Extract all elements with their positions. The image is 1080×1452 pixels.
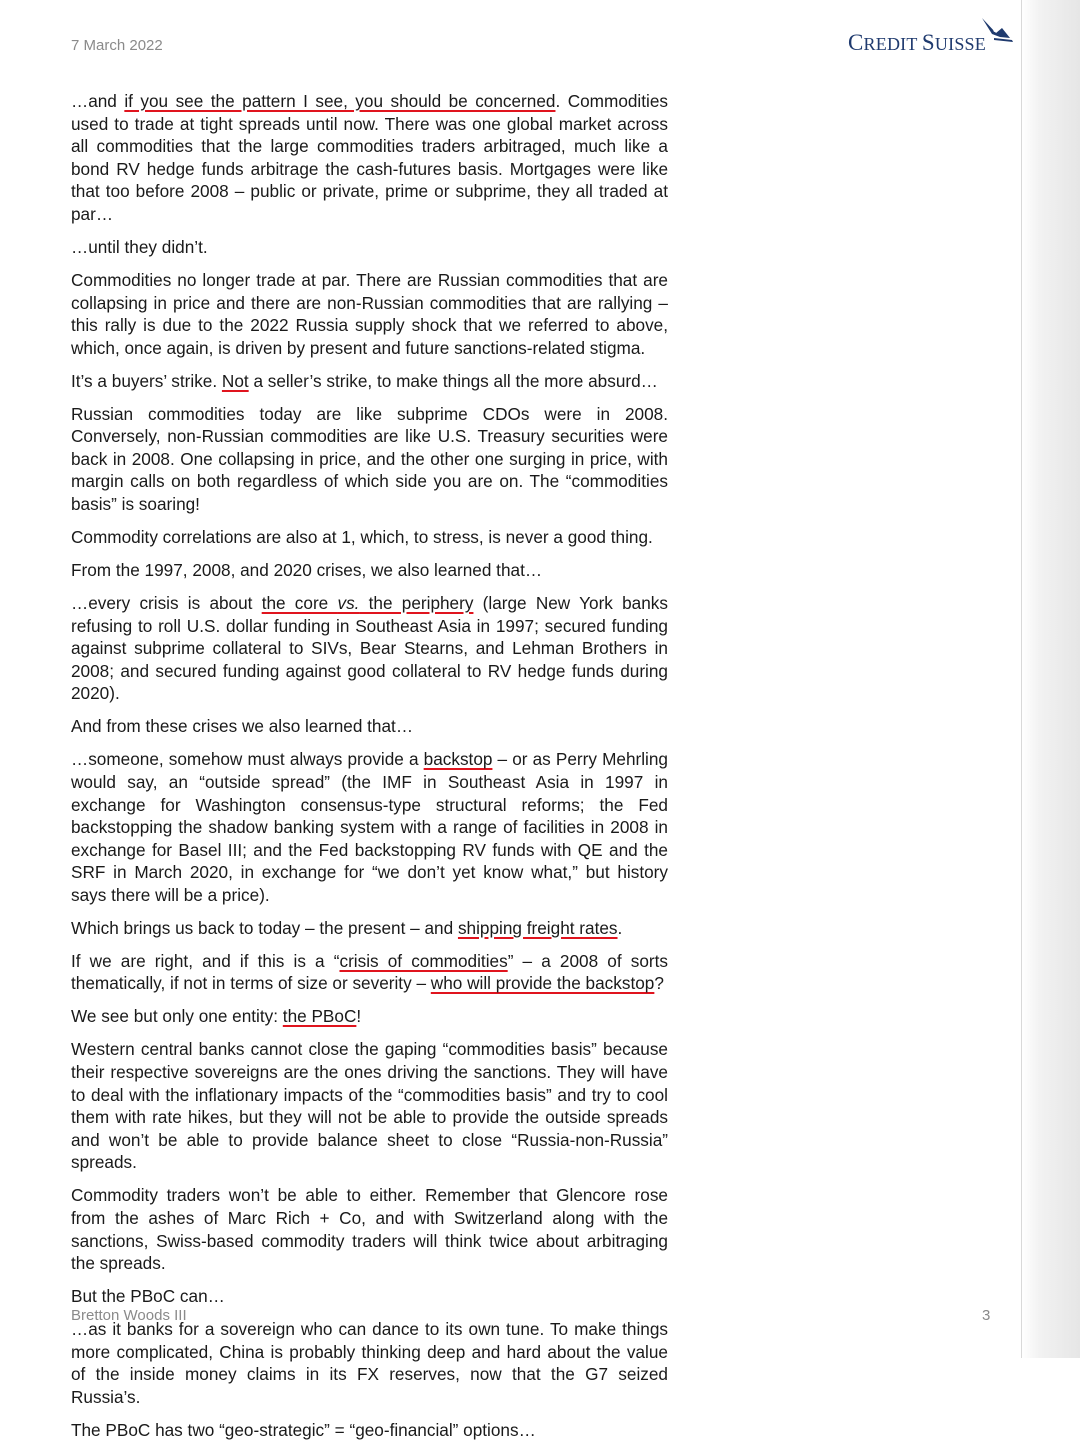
text-run: Commodity traders won’t be able to either. Remember that Glencore rose from the ashes of Marc Rich + Co, and with Switzerland along with the sanctions, Swiss-based commodity traders will think twice about arbitraging the spreads. xyxy=(71,1185,668,1274)
text-run: …every crisis is about xyxy=(71,593,262,614)
underlined-emphasis: vs. xyxy=(337,593,360,614)
body-paragraph xyxy=(71,715,668,738)
text-run: It’s a buyers’ strike. xyxy=(71,370,222,391)
text-run: ! xyxy=(356,1006,362,1027)
text-run: We see but only one entity: xyxy=(71,1006,283,1027)
sail-icon xyxy=(980,16,1014,42)
text-run: And from these crises we also learned that… xyxy=(71,716,414,737)
text-run: ” – a 2008 of sorts thematically, if not in terms of size or severity – xyxy=(71,950,668,994)
body-paragraph xyxy=(71,403,668,516)
text-run: Commodity correlations are also at 1, which, to stress, is never a good thing. xyxy=(71,527,653,548)
text-run: (large New York banks refusing to roll U.S. dollar funding in Southeast Asia in 1997; secured funding against subprime collateral to SIVs, Bear Stearns, and Lehman Brothers in 2008; and secured funding against good collateral to RV hedge funds during 2020). xyxy=(71,593,668,704)
text-run: If we are right, and if this is a “ xyxy=(71,950,340,971)
body-paragraph xyxy=(71,526,668,549)
page-number: 3 xyxy=(982,1307,991,1324)
underlined-emphasis: Not xyxy=(221,370,249,391)
body-paragraph xyxy=(71,592,668,705)
text-run: a seller’s strike, to make things all the more absurd… xyxy=(248,370,658,391)
body-paragraph xyxy=(71,90,668,226)
body-paragraph xyxy=(71,1419,668,1442)
body-paragraph xyxy=(71,1005,668,1028)
body-paragraph xyxy=(71,370,668,393)
body-paragraph xyxy=(71,748,668,906)
body-paragraph xyxy=(71,236,668,259)
underlined-emphasis: the core xyxy=(261,593,338,614)
underlined-emphasis: who will provide the backstop xyxy=(430,973,655,994)
underlined-emphasis: if you see the pattern I see, you should be concerned xyxy=(124,91,556,111)
underlined-emphasis: the periphery xyxy=(359,593,474,614)
credit-suisse-logo xyxy=(848,16,1018,56)
header-date: 7 March 2022 xyxy=(71,37,163,54)
text-run: …until they didn’t. xyxy=(71,236,208,257)
underlined-emphasis: crisis of commodities xyxy=(339,950,508,971)
body-paragraph xyxy=(71,1285,668,1308)
text-run: . Commodities used to trade at tight spreads until now. There was one global market across all commodities that the large commodities traders arbitraged, much like a bond RV hedge funds arbitrage the cash-futures basis. Mortgages were like that too before 2008 – public or private, prime or subprime, they all traded at par… xyxy=(71,91,669,224)
body-paragraph xyxy=(71,1038,668,1174)
document-body xyxy=(71,90,668,1452)
body-paragraph xyxy=(71,269,668,359)
text-run: From the 1997, 2008, and 2020 crises, we also learned that… xyxy=(71,560,543,581)
underlined-emphasis: shipping freight rates xyxy=(457,917,618,938)
text-run: The PBoC has two “geo-strategic” = “geo-financial” options… xyxy=(71,1419,536,1440)
body-paragraph xyxy=(71,917,668,940)
underlined-emphasis: backstop xyxy=(423,749,493,770)
text-run: – or as Perry Mehrling would say, an “outside spread” (the IMF in Southeast Asia in 1997 in exchange for Washington consensus-type structural reforms; the Fed backstopping the shadow banking system with a range of facilities in 2008 in exchange for Basel III; and the Fed backstopping RV funds with QE and the SRF in March 2020, in exchange for “we don’t yet know what,” but history says there will be a price). xyxy=(71,749,668,905)
footer-title: Bretton Woods III xyxy=(71,1307,187,1324)
underlined-emphasis: the PBoC xyxy=(282,1006,357,1027)
body-paragraph xyxy=(71,1318,668,1408)
text-run: …and xyxy=(71,91,125,111)
text-run: …as it banks for a sovereign who can dance to its own tune. To make things more complicated, China is probably thinking deep and hard about the value of the inside money claims in its FX reserves, now that the G7 seized Russia’s. xyxy=(71,1319,668,1407)
text-run: ? xyxy=(654,973,664,994)
body-paragraph xyxy=(71,950,668,995)
text-run: Russian commodities today are like subprime CDOs were in 2008. Conversely, non-Russian commodities are like U.S. Treasury securities were back in 2008. One collapsing in price, and the other one surging in price, with margin calls on both regardless of which side you are on. The “commodities basis” is soaring! xyxy=(71,403,668,515)
text-run: Commodities no longer trade at par. There are Russian commodities that are collapsing in price and there are non-Russian commodities that are rallying – this rally is due to the 2022 Russia supply shock that we referred to above, which, once again, is driven by present and future sanctions-related stigma. xyxy=(71,269,668,358)
text-run: …someone, somehow must always provide a xyxy=(71,749,424,770)
text-run: . xyxy=(617,917,623,938)
body-paragraph xyxy=(71,559,668,582)
text-run: But the PBoC can… xyxy=(71,1286,225,1307)
page-gutter xyxy=(1022,0,1080,1358)
body-paragraph xyxy=(71,1184,668,1274)
logo-wordmark: CREDIT SUISSE xyxy=(848,30,986,55)
text-run: Which brings us back to today – the present – and xyxy=(71,917,458,938)
text-run: Western central banks cannot close the gaping “commodities basis” because their respective sovereigns are the ones driving the sanctions. They will have to deal with the inflationary impacts of the “commodities basis” and try to cool them with rate hikes, but they will not be able to provide the outside spreads and won’t be able to provide balance sheet to close “Russia-non-Russia” spreads. xyxy=(71,1039,668,1173)
